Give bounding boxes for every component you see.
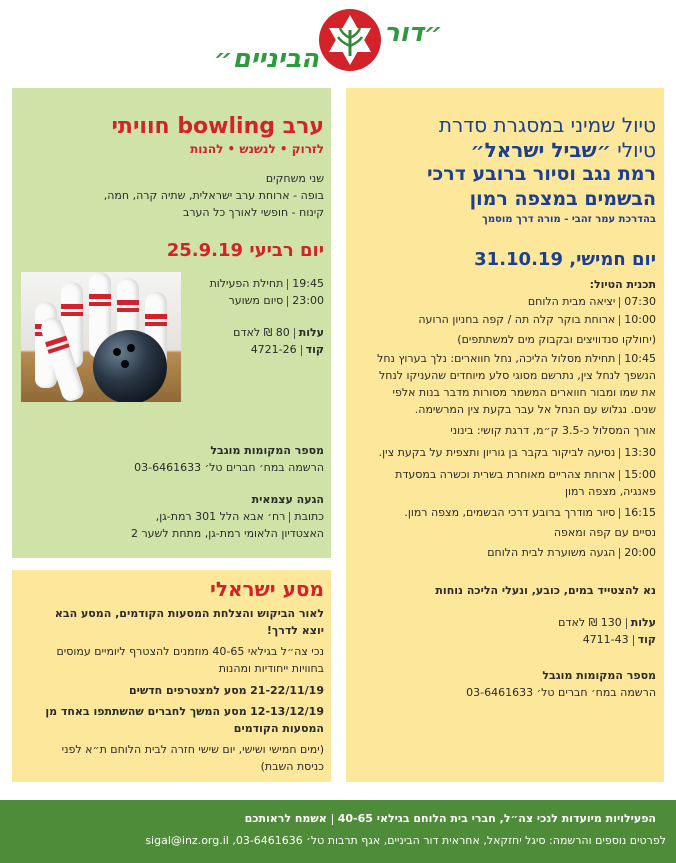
journey-text: מסע למצטרפים חדשים <box>128 684 247 697</box>
bowling-subtitle: לזרוק • לנשנש • להנות <box>190 142 324 156</box>
schedule-text: תחילת הפעילות <box>209 277 284 290</box>
bowling-price-row <box>233 326 324 339</box>
plan-time: 20:00 <box>624 546 656 559</box>
plan-time: 10:00 <box>624 313 656 326</box>
bowling-photo <box>21 272 181 402</box>
israeli-date-row-2 <box>45 705 324 718</box>
bowling-list-item-3: קינוח - חופשי לאורך כל הערב <box>182 206 324 219</box>
code-value: 4711-43 <box>582 633 629 646</box>
trip-title-2a: טיולי <box>617 138 656 162</box>
plan-text: יציאה מבית הלוחם <box>527 295 616 308</box>
trip-date: יום חמישי, 31.10.19 <box>474 249 656 270</box>
footer-line-2[interactable]: לפרטים נוספים והרשמה: סיגל יחזקאל, אחראית דור הביניים, אגף תרבות טל׳ 03-6461636, sigal@inz.org.il <box>145 834 666 847</box>
footer-line-1 <box>245 812 656 825</box>
schedule-time: 23:00 <box>292 294 324 307</box>
footer-greeting: אשמח לראותכם <box>244 812 327 825</box>
plan-text: פאנגיה, מצפה רמון <box>564 485 656 498</box>
trip-plan-item <box>418 313 656 326</box>
trip-plan-item <box>565 485 656 498</box>
code-value: 4721-26 <box>250 343 297 356</box>
plan-text: שנים. נגלוש עם הנחל אל עבר בקעת צין המרשימה. <box>414 403 656 416</box>
israeli-lead: לאור הביקוש והצלחת המסעות הקודמים, המסע הבא <box>54 607 324 620</box>
bowling-ball-icon <box>93 330 167 402</box>
bowling-title-b: bowling <box>177 114 275 139</box>
journey-text: מסע המשך לחברים שהשתתפו באחד מן <box>45 705 247 718</box>
israeli-text-1: נכי צה״ל בגילאי 40-65 מוזמנים להצטרף ליומיים עמוסים <box>56 645 324 658</box>
bowling-arrival-title: הגעה עצמאית <box>251 493 324 506</box>
schedule-time: 19:45 <box>292 277 324 290</box>
israeli-date-row-2-cont: המסעות הקודמים <box>233 722 324 735</box>
code-label: קוד <box>637 633 656 646</box>
israeli-lead-2: יוצא לדרך! <box>266 624 324 637</box>
plan-text: הגעה משוערת לבית הלוחם <box>487 546 616 559</box>
trip-guide: בהדרכת עמר זהבי - מורה דרך מוסמך <box>482 214 656 225</box>
price-value: 80 <box>275 326 290 339</box>
price-label: עלות <box>630 616 656 629</box>
plan-text: הנשפך לנחל צין, נתרשם מסוגי סלע מיוחדים שהעניקו לנחל <box>378 369 656 382</box>
plan-text: תחילת מסלול הליכה, נחל חווארים: נלך בערוץ נחל <box>377 352 616 365</box>
plan-text: אורך המסלול כ-3.5 ק״מ, דרגת קושי: בינוני <box>450 424 656 437</box>
plan-time: 15:00 <box>624 468 656 481</box>
bowling-list-item-2: בופה - ארוחת ערב ישראלית, שתיה קרה, חמה, <box>103 189 324 202</box>
bowling-address-line-2: האצטדיון הלאומי רמת-גן, מתחת לשער 2 <box>130 527 324 540</box>
price-value: 130 <box>600 616 622 629</box>
plan-text: נסיעה לביקור בקבר בן גוריון ותצפית על בקעת צין. <box>378 446 616 459</box>
bowling-schedule-row-2 <box>229 294 324 307</box>
israeli-note: (ימים חמישי ושישי, יום שישי חזרה לבית הלוחם ת״א לפני <box>61 743 324 756</box>
currency-symbol: ₪ <box>588 616 598 629</box>
bowling-limited-title: מספר המקומות מוגבל <box>210 444 324 457</box>
per-person: לאדם <box>558 616 586 629</box>
bowling-title-a: ערב <box>282 114 324 139</box>
trip-plan-item <box>379 369 656 382</box>
israeli-note-2: כניסת השבת) <box>260 760 324 773</box>
trip-plan-item <box>393 386 657 399</box>
code-label: קוד <box>305 343 324 356</box>
trip-plan-item <box>379 446 656 459</box>
israeli-date-row-1 <box>129 684 324 697</box>
bowling-title <box>111 114 324 139</box>
footer-bar <box>0 800 676 863</box>
bowling-title-c: חוויתי <box>111 114 170 139</box>
plan-text: את שמו ומבור חווארים המשמר מסורות מדבר בנות אלפי <box>392 386 656 399</box>
trip-plan-item <box>404 506 656 519</box>
trip-limited-text: הרשמה במח׳ חברים טל׳ 03-6461633 <box>466 686 656 699</box>
trip-plan-title: תכנית הטיול: <box>589 278 656 291</box>
per-person: לאדם <box>233 326 261 339</box>
currency-symbol: ₪ <box>263 326 273 339</box>
plan-text: סיור מודרך ברובע דרכי הבשמים, מצפה רמון. <box>404 506 616 519</box>
plan-text: (יחולקו סנדוויצים ובקבוק מים למשתתפים) <box>457 333 656 346</box>
trip-plan-item <box>377 352 656 365</box>
bowling-address-row <box>156 510 324 523</box>
schedule-text: סיום משוער <box>228 294 284 307</box>
price-label: עלות <box>298 326 324 339</box>
brand-line-2: הביניים״ <box>214 44 320 74</box>
organization-logo-icon <box>318 8 382 72</box>
plan-text: נסיים עם קפה ומאפה <box>553 526 656 539</box>
trip-plan-item <box>554 526 656 539</box>
trip-title-line-2 <box>470 138 656 162</box>
address-label: כתובת <box>294 510 324 523</box>
israeli-title: מסע ישראלי <box>210 577 324 601</box>
journey-date: 21-22/11/19 <box>250 684 324 697</box>
trip-plan-item <box>487 546 656 559</box>
journey-date: 12-13/12/19 <box>250 705 324 718</box>
address-text: רח׳ אבא הלל 301 רמת-גן, <box>155 510 286 523</box>
brand-line-1: ״דור <box>384 18 443 48</box>
footer-eligibility: הפעילויות מיועדות לנכי צה״ל, חברי בית הלוחם בגילאי 40-65 <box>337 812 656 825</box>
trip-plan-item <box>395 468 656 481</box>
trip-equipment: נא להצטייד במים, כובע, ונעלי הליכה נוחות <box>435 584 656 597</box>
bowling-schedule-row-1 <box>210 277 324 290</box>
plan-text: ארוחת בוקר קלה תה / קפה בחניון הרועה <box>418 313 616 326</box>
trip-plan-item <box>415 403 656 416</box>
plan-time: 10:45 <box>624 352 656 365</box>
trip-price-row <box>558 616 656 629</box>
trip-plan-item <box>457 333 656 346</box>
plan-time: 16:15 <box>624 506 656 519</box>
trip-limited-title: מספר המקומות מוגבל <box>542 669 656 682</box>
plan-time: 13:30 <box>624 446 656 459</box>
trip-title-line-3: רמת נגב וסיור ברובע דרכי <box>426 163 656 185</box>
trip-title-line-1: טיול שמיני במסגרת סדרת <box>438 113 656 137</box>
bowling-code-row <box>251 343 324 356</box>
trip-title-2b: ״שביל ישראל״ <box>470 138 611 162</box>
plan-time: 07:30 <box>624 295 656 308</box>
trip-code-row <box>583 633 656 646</box>
israeli-text-2: בחוויות ייחודיות ומהנות <box>218 662 324 675</box>
bowling-list-item-1: שני משחקים <box>265 172 324 185</box>
trip-plan-item <box>528 295 656 308</box>
bowling-date: יום רביעי 25.9.19 <box>166 240 324 261</box>
trip-title-line-4: הבשמים במצפה רמון <box>469 188 656 210</box>
plan-text: ארוחת צהריים מאוחרת בשרית וכשרה במסעדת <box>395 468 616 481</box>
trip-plan-item <box>450 424 656 437</box>
bowling-limited-text: הרשמה במח׳ חברים טל׳ 03-6461633 <box>134 461 324 474</box>
